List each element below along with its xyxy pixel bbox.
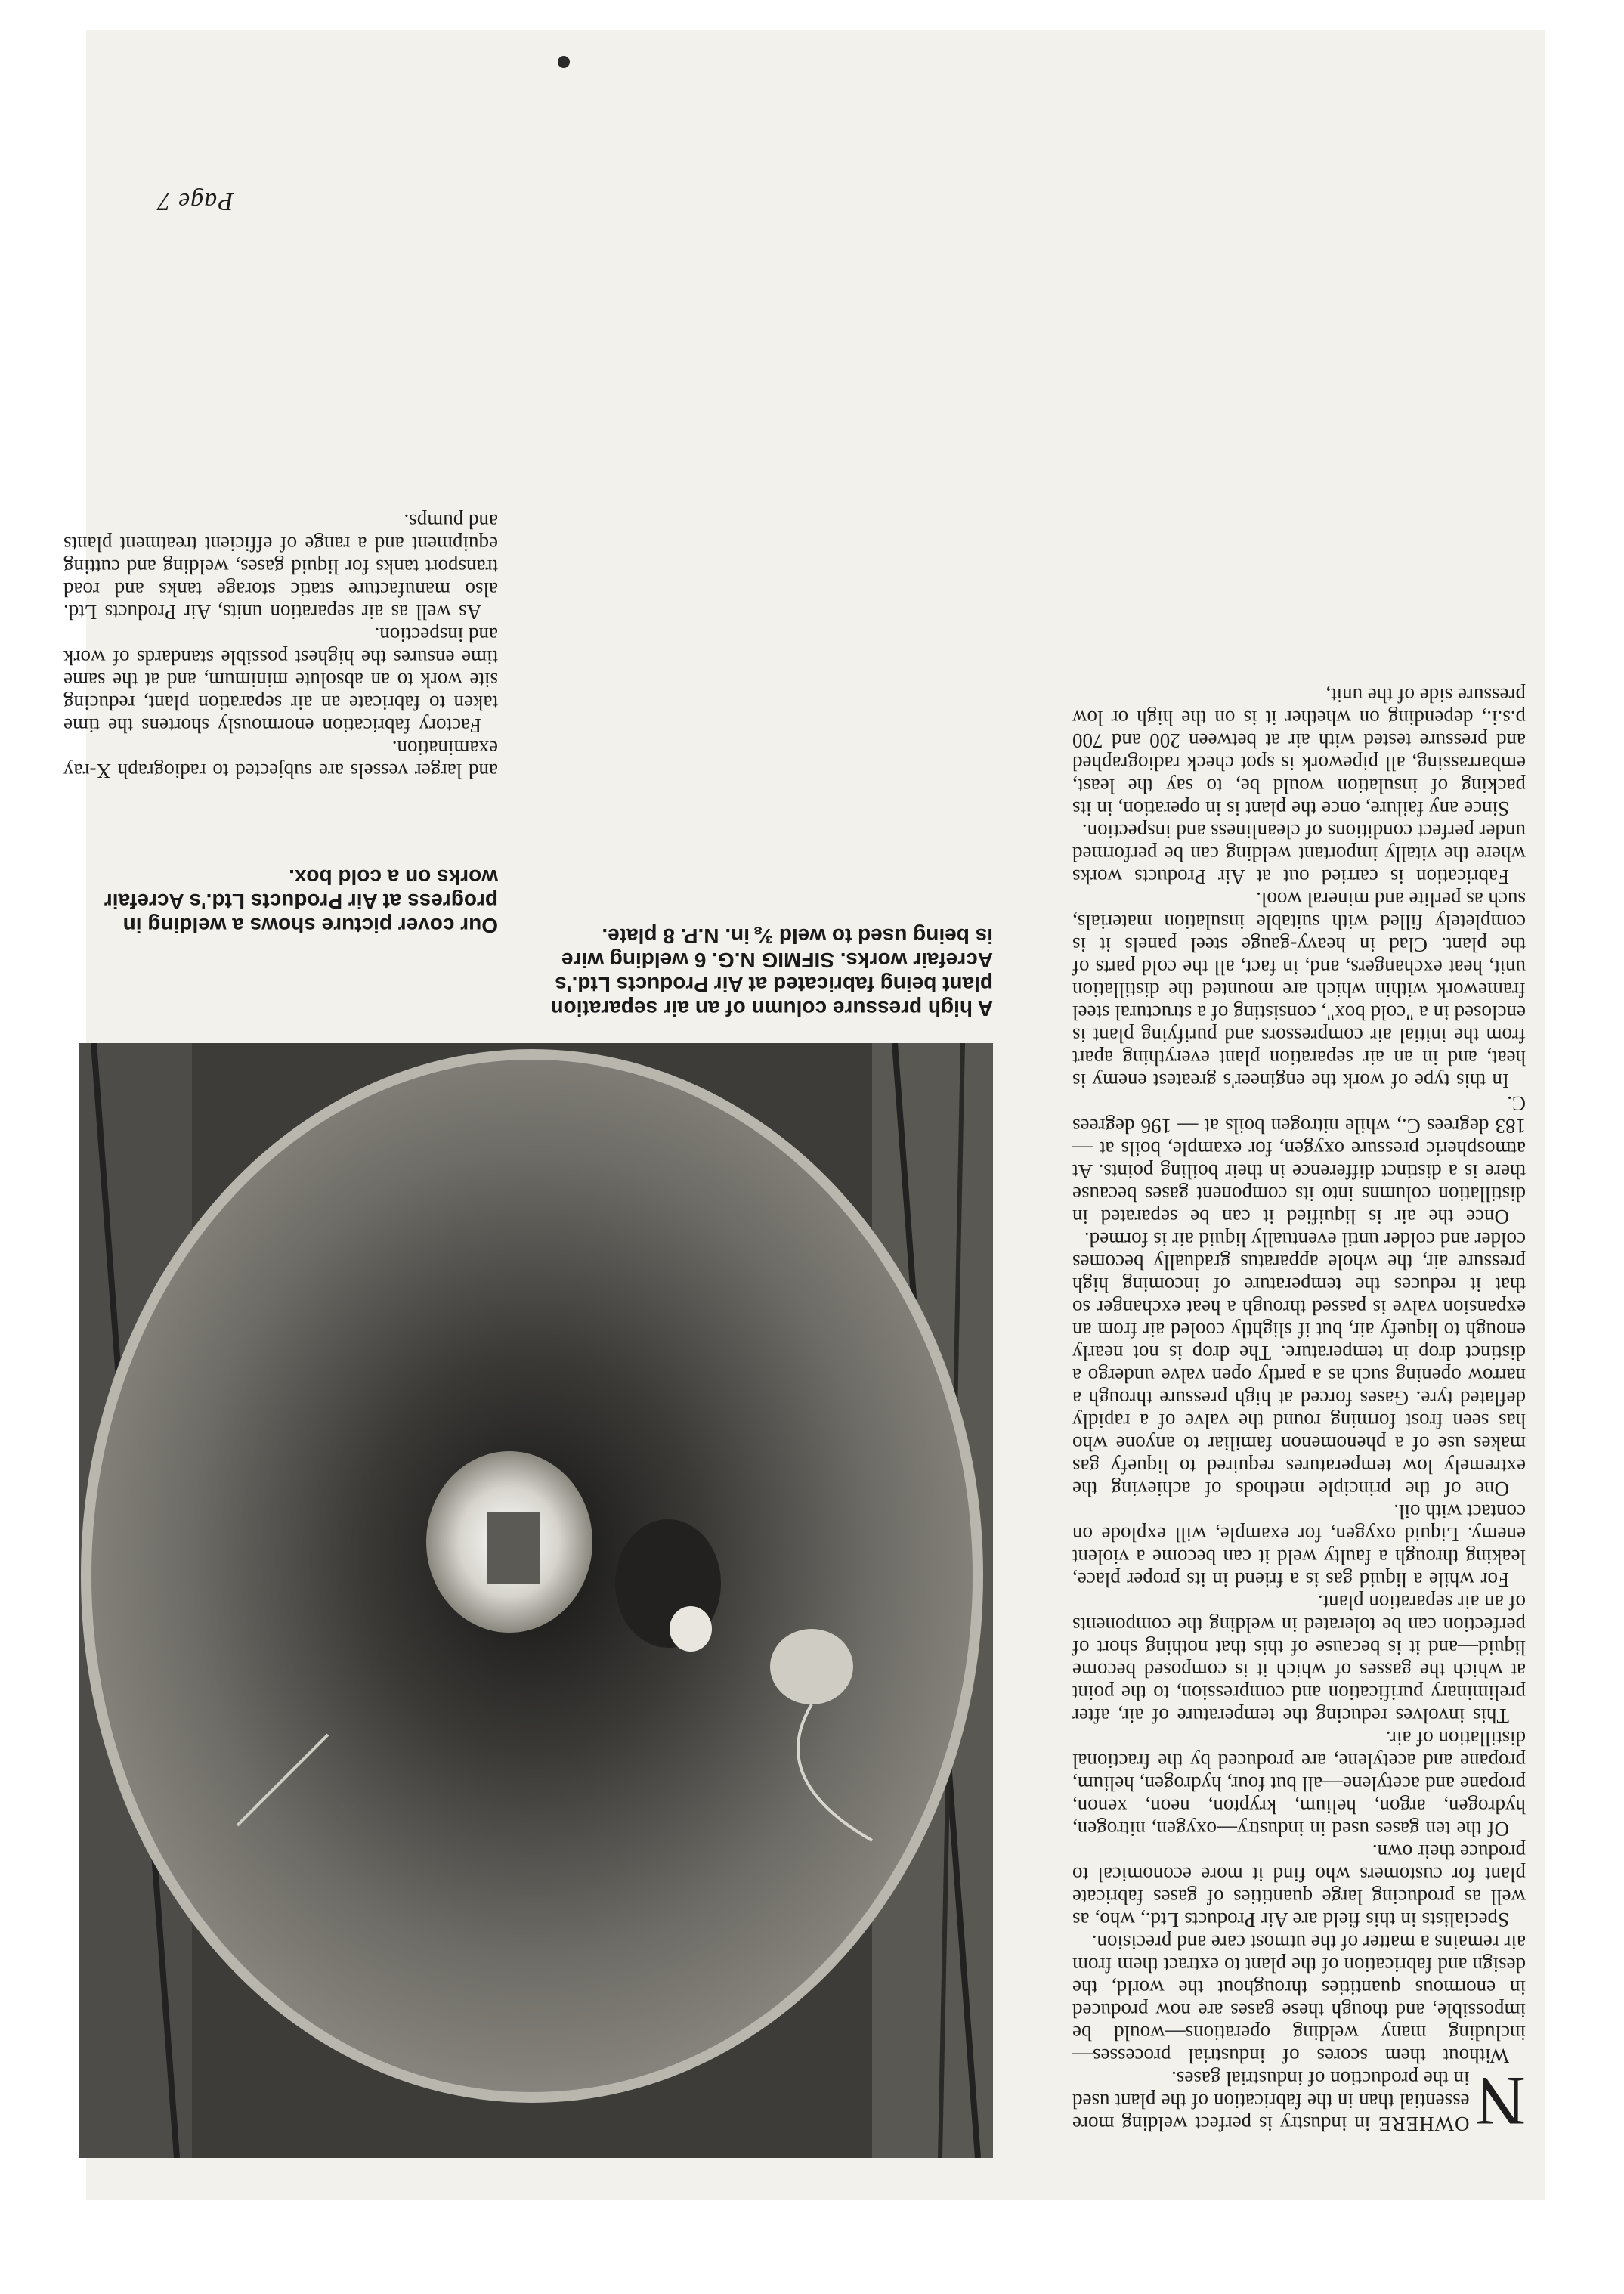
article-paragraph: For while a liquid gas is a friend in its proper place, leaking through a faulty weld it can become a violent enemy. Liquid oxygen, for example, will explode on contact with oil. [1072,1500,1526,1591]
article-paragraph: Once the air is liquified it can be separated in distillation columns into its component gases because there is a distinct difference in their boiling points. At atmospheric pressure oxygen, for example, boils at —183 degrees C., while nitrogen boils at — 196 degrees C. [1072,1092,1526,1228]
article-paragraph: Since any failure, once the plant is in operation, in its packing of insulation would be, to say the least, embarrassing, all pipework is spot check radiographed and pressure tested with air at between 200 and 700 p.s.i., depending on whether it is on the high or low pressure side of the unit, [1072,684,1526,820]
binder-hole [558,56,570,68]
welding-column-photo [79,1043,993,2158]
article-paragraph: In this type of work the engineer's greatest enemy is heat, and in an air separation plant everything apart from the initial air compressors and purifying plant is enclosed in a "cold box", consisting of a structural steel framework within which are mounted the distillation unit, heat exchangers, and, in fact, all the cold parts of the plant. Clad in heavy-gauge steel panels it is completely filled with suitable insulation materials, such as perlite and mineral wool. [1072,888,1526,1092]
page-number: Page 7 [156,187,234,215]
photo-caption: A high pressure column of an air separation plant being fabricated at Air Products Ltd.'s Acrefair works. SIFMIG N.G. 6 welding wire is being used to weld ⅜ in. N.P. 8 plate. [550,924,993,1020]
article-paragraph: As well as air separation units, Air Products Ltd. also manufacture static storage tanks and road transport tanks for liquid gases, welding and cutting equipment and a range of efficient treatment plants and pumps. [63,510,498,624]
article-paragraph: Specialists in this field are Air Products Ltd., who, as well as producing large quantities of gases fabricate plant for customers who find it more economical to produce their own. [1072,1840,1526,1931]
article-paragraph: Fabrication is carried out at Air Products works where the vitally important welding can be performed under perfect conditions of cleanliness and inspection. [1072,820,1526,888]
drop-cap: N [1475,2063,1526,2140]
article-paragraph: This involves reducing the temperature of air, after preliminary purification and compression, to the point at which the gasses of which it is composed become liquid—and it is because of this that nothing short of perfection can be tolerated in welding the components of an air separation plant. [1072,1591,1526,1727]
article-column-left [1072,684,1526,2140]
article-paragraph: and larger vessels are subjected to radiograph X-ray examination. [63,737,498,782]
cover-caption: Our cover picture shows a welding in progress at Air Products Ltd.'s Acrefair works on a cold box. [104,865,498,937]
article-column-right [63,510,498,782]
article-paragraph: Of the ten gases used in industry—oxygen, nitrogen, hydrogen, argon, helium, krypton, neon, xenon, propane and acetylene—all but four, hydrogen, helium, propane and acetylene, are produced by the fractional distillation of air. [1072,1727,1526,1840]
photo-illustration [79,1043,993,2158]
article-paragraph: One of the principle methods of achieving the extremely low temperatures required to liquefy gas makes use of a phenomenon familiar to anyone who has seen frost forming round the valve of a rapidly deflated tyre. Gases forced at high pressure through a narrow opening such as a partly open valve undergo a distinct drop in temperature. The drop is not nearly enough to liquefy air, but if slightly cooled air from an expansion valve is passed through a heat exchanger so that it reduces the temperature of incoming high pressure air, the whole apparatus gradually becomes colder and colder until eventually liquid air is formed. [1072,1228,1526,1500]
intro-text: in industry is perfect welding more essential than in the fabrication of the plant used in the production of industrial gases. [1072,2067,1470,2135]
article-intro-paragraph [1072,2063,1526,2140]
far-structure [487,1512,540,1584]
welding-arc-glow [670,1606,712,1652]
lead-caps: OWHERE [1378,2113,1470,2135]
article-paragraph: Without them scores of industrial processes—including many welding operations—would be impossible, and though these gases are now produced in enormous quantities throughout the world, the design and fabrication of the plant to extract them from air remains a matter of the utmost care and precision. [1072,1931,1526,2067]
article-paragraph: Factory fabrication enormously shortens the time taken to fabricate an air separation plant, reducing site work to an absolute minimum, and at the same time ensures the highest possible standards of work and inspection. [63,624,498,737]
welding-machine-fan [770,1629,853,1704]
